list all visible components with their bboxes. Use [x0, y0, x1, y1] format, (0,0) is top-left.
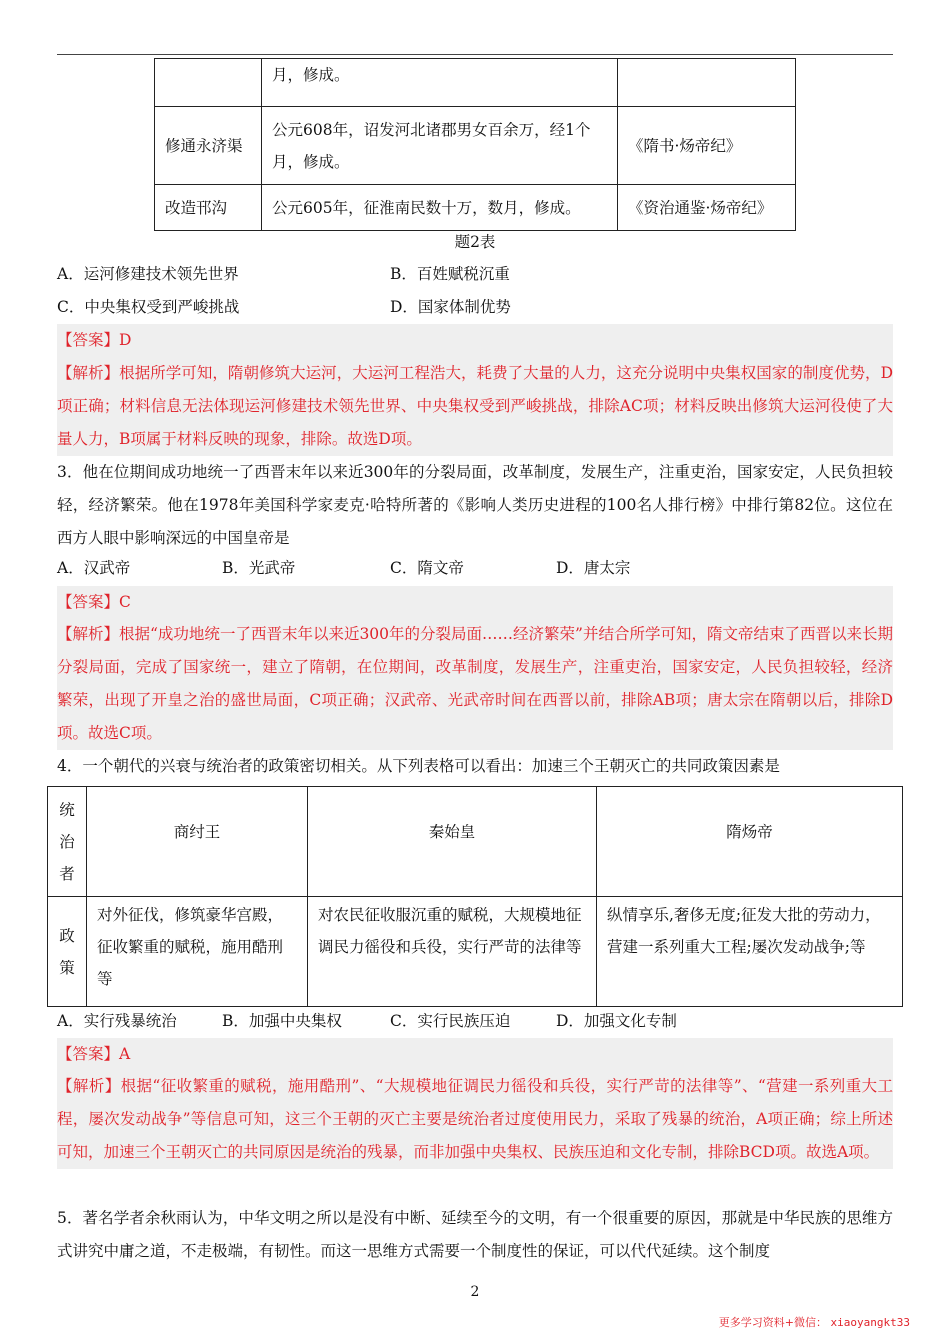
ruler-name: 秦始皇	[428, 822, 476, 841]
table-row	[155, 59, 796, 107]
table-cell	[48, 787, 87, 897]
q4-stem: 4．一个朝代的兴衰与统治者的政策密切相关。从下列表格可以看出：加速三个王朝灭亡的共同政策因素是	[57, 757, 780, 775]
q2-answer: 【答案】D	[57, 324, 893, 357]
table-cell: 月，修成。	[262, 59, 618, 107]
footer-note	[719, 1314, 910, 1330]
ruler-header-label: 统治者	[59, 800, 75, 883]
q3-option-c: C．隋文帝	[390, 559, 464, 577]
q3-analysis: 【解析】根据“成功地统一了西晋末年以来近300年的分裂局面……经济繁荣”并结合所学可知，隋文帝结束了西晋以来长期分裂局面，完成了国家统一，建立了隋朝，在位期间，改革制度，发展生产，注重吏治，国家安定，人民负担较轻，经济繁荣，出现了开皇之治的盛世局面，C项正确；汉武帝、光武帝时间在西晋以前，排除AB项；唐太宗在隋朝以后，排除D项。故选C项。	[57, 618, 893, 750]
table-cell: 公元605年，征淮南民数十万，数月，修成。	[262, 185, 618, 231]
table-caption: 题2表	[454, 233, 496, 251]
q2-option-c: C．中央集权受到严峻挑战	[57, 298, 240, 316]
table-cell: 公元608年，诏发河北诸郡男女百余万，经1个月，修成。	[262, 107, 618, 185]
q3-option-d: D．唐太宗	[556, 559, 631, 577]
q4-answer: 【答案】A	[57, 1038, 893, 1071]
q2-option-d: D．国家体制优势	[390, 298, 511, 316]
header-rule	[57, 54, 893, 55]
q2-option-b: B．百姓赋税沉重	[390, 265, 510, 283]
table-cell: 《资治通鉴·炀帝纪》	[618, 185, 796, 231]
table-cell: 《隋书·炀帝纪》	[618, 107, 796, 185]
q2-option-a: A．运河修建技术领先世界	[57, 265, 239, 283]
canal-table	[154, 58, 796, 231]
q4-option-d: D．加强文化专制	[556, 1012, 677, 1030]
table-cell	[155, 59, 262, 107]
q3-stem: 3．他在位期间成功地统一了西晋末年以来近300年的分裂局面，改革制度，发展生产，注重吏治，国家安定，人民负担较轻，经济繁荣。他在1978年美国科学家麦克·哈特所著的《影响人类历史进程的100名人排行榜》中排行第82位。这位在西方人眼中影响深远的中国皇帝是	[57, 463, 893, 547]
q4-option-a: A．实行残暴统治	[57, 1012, 177, 1030]
q3-option-a: A．汉武帝	[57, 559, 131, 577]
table-cell: 纵情享乐,奢侈无度;征发大批的劳动力，营建一系列重大工程;屡次发动战争;等	[597, 897, 903, 1007]
footer-text: 更多学习资料+微信：	[718, 1316, 828, 1329]
table-row	[48, 787, 903, 897]
q4-option-b: B．加强中央集权	[222, 1012, 342, 1030]
rulers-table	[47, 786, 903, 1007]
table-cell: 修通永济渠	[155, 107, 262, 185]
q2-analysis: 【解析】根据所学可知，隋朝修筑大运河，大运河工程浩大，耗费了大量的人力，这充分说明中央集权国家的制度优势，D项正确；材料信息无法体现运河修建技术领先世界、中央集权受到严峻挑战，排除AC项；材料反映出修筑大运河役使了大量人力，B项属于材料反映的现象，排除。故选D项。	[57, 357, 893, 456]
footer-wechat: xiaoyangkt33	[830, 1316, 910, 1329]
table-cell: 对外征伐，修筑豪华宫殿，征收繁重的赋税，施用酷刑等	[87, 897, 308, 1007]
ruler-name: 隋炀帝	[726, 822, 773, 841]
q5-stem: 5．著名学者余秋雨认为，中华文明之所以是没有中断、延续至今的文明，有一个很重要的原因，那就是中华民族的思维方式讲究中庸之道，不走极端，有韧性。而这一思维方式需要一个制度性的保证，可以代代延续。这个制度	[57, 1209, 893, 1260]
q3-answer: 【答案】C	[57, 586, 893, 619]
q4-option-c: C．实行民族压迫	[390, 1012, 511, 1030]
table-row	[155, 185, 796, 231]
table-cell	[597, 787, 903, 897]
table-cell: 对农民征收服沉重的赋税，大规模地征调民力徭役和兵役，实行严苛的法律等	[308, 897, 597, 1007]
page-number: 2	[470, 1284, 480, 1300]
table-cell	[48, 897, 87, 1007]
table-cell: 改造邗沟	[155, 185, 262, 231]
table-cell	[308, 787, 597, 897]
policy-label: 政策	[59, 926, 75, 977]
q3-option-b: B．光武帝	[222, 559, 296, 577]
table-cell	[618, 59, 796, 107]
q4-analysis: 【解析】根据“征收繁重的赋税，施用酷刑”、“大规模地征调民力徭役和兵役，实行严苛的法律等”、“营建一系列重大工程，屡次发动战争”等信息可知，这三个王朝的灭亡主要是统治者过度使用民力，采取了残暴的统治，A项正确；综上所述可知，加速三个王朝灭亡的共同原因是统治的残暴，而非加强中央集权、民族压迫和文化专制，排除BCD项。故选A项。	[57, 1070, 893, 1169]
ruler-name: 商纣王	[173, 822, 221, 841]
table-row	[48, 897, 903, 1007]
table-row	[155, 107, 796, 185]
table-cell	[87, 787, 308, 897]
